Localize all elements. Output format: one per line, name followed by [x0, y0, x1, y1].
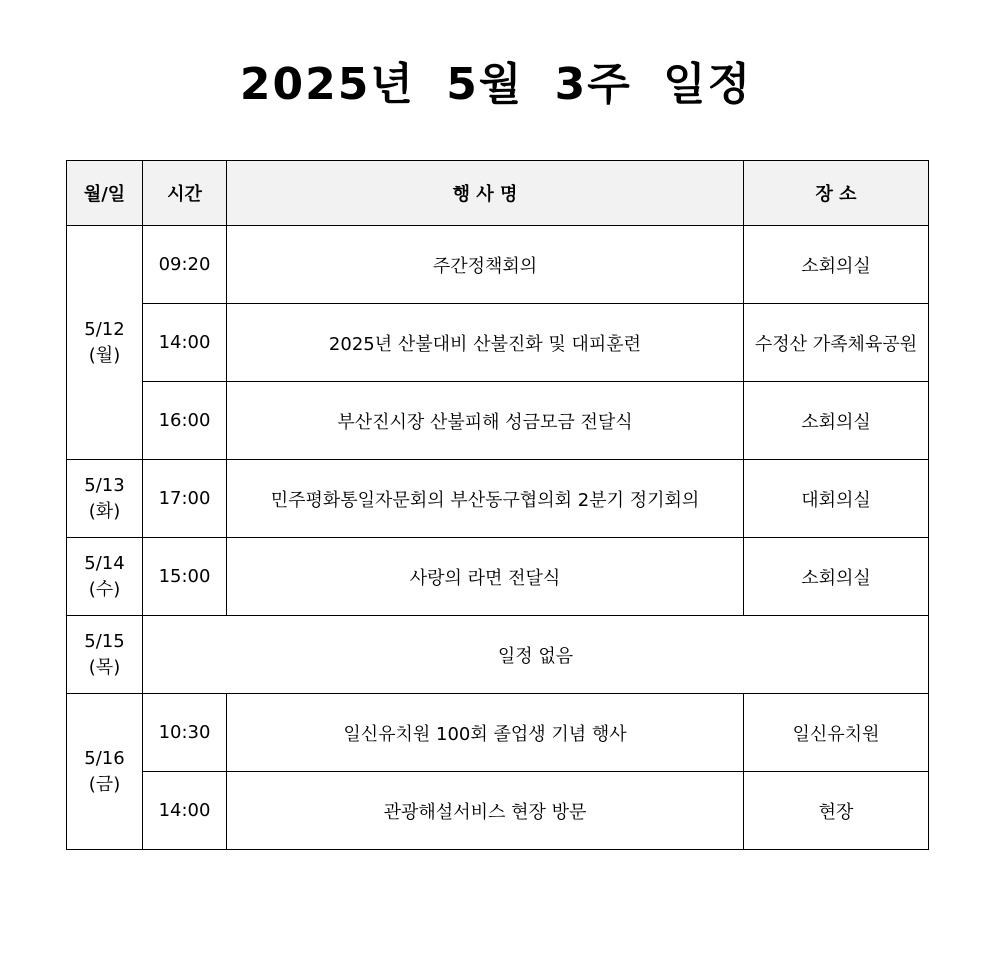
event-cell: 2025년 산불대비 산불진화 및 대피훈련 — [227, 304, 744, 382]
time-cell: 14:00 — [143, 304, 227, 382]
event-cell: 관광해설서비스 현장 방문 — [227, 772, 744, 850]
no-event-cell: 일정 없음 — [143, 616, 929, 694]
place-cell: 대회의실 — [744, 460, 929, 538]
date-cell — [67, 538, 143, 616]
table-row — [67, 694, 929, 772]
weekday: (수) — [88, 578, 121, 600]
time-cell: 15:00 — [143, 538, 227, 616]
weekday: (금) — [88, 773, 121, 795]
time-cell: 17:00 — [143, 460, 227, 538]
date: 5/14 — [84, 552, 125, 574]
time-cell: 14:00 — [143, 772, 227, 850]
weekday: (화) — [88, 500, 121, 522]
date: 5/13 — [84, 474, 125, 496]
table-row — [67, 304, 929, 382]
date-cell — [67, 694, 143, 850]
header-time: 시간 — [143, 161, 227, 226]
event-cell: 민주평화통일자문회의 부산동구협의회 2분기 정기회의 — [227, 460, 744, 538]
time-cell: 16:00 — [143, 382, 227, 460]
time-cell: 09:20 — [143, 226, 227, 304]
date: 5/15 — [84, 630, 125, 652]
weekday: (목) — [88, 656, 121, 678]
date-cell — [67, 226, 143, 460]
header-date: 월/일 — [67, 161, 143, 226]
table-row — [67, 460, 929, 538]
event-cell: 사랑의 라면 전달식 — [227, 538, 744, 616]
event-cell: 주간정책회의 — [227, 226, 744, 304]
table-header-row — [67, 161, 929, 226]
place-cell: 소회의실 — [744, 538, 929, 616]
date: 5/12 — [84, 318, 125, 340]
place-cell: 현장 — [744, 772, 929, 850]
time-cell: 10:30 — [143, 694, 227, 772]
event-cell: 일신유치원 100회 졸업생 기념 행사 — [227, 694, 744, 772]
table-row — [67, 226, 929, 304]
place-cell: 수정산 가족체육공원 — [744, 304, 929, 382]
date-cell — [67, 616, 143, 694]
table-row — [67, 616, 929, 694]
date: 5/16 — [84, 747, 125, 769]
header-event: 행 사 명 — [227, 161, 744, 226]
place-cell: 소회의실 — [744, 226, 929, 304]
date-cell — [67, 460, 143, 538]
place-cell: 일신유치원 — [744, 694, 929, 772]
header-place: 장 소 — [744, 161, 929, 226]
table-row — [67, 772, 929, 850]
weekday: (월) — [88, 344, 121, 366]
schedule-table — [66, 160, 929, 850]
table-row — [67, 382, 929, 460]
page-title: 2025년 5월 3주 일정 — [239, 59, 753, 110]
place-cell: 소회의실 — [744, 382, 929, 460]
table-row — [67, 538, 929, 616]
event-cell: 부산진시장 산불피해 성금모금 전달식 — [227, 382, 744, 460]
